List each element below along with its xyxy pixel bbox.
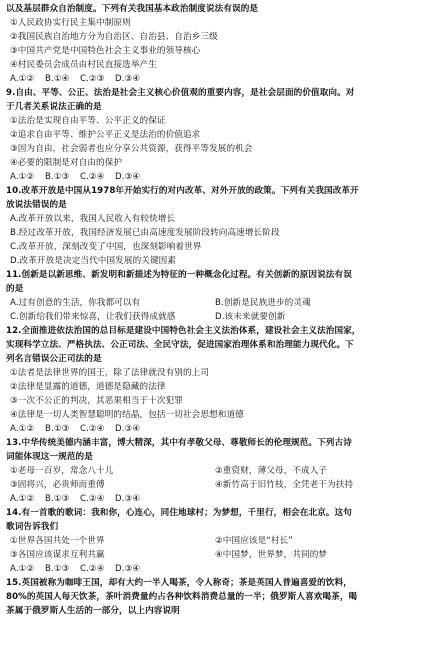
question-text-line: 9.自由、平等、公正、法治是社会主义核心价值观的重要内容，是社会层面的价值取向。对 [6, 88, 355, 98]
choice-cell: ④新竹高于旧竹枝，全凭老干为扶持 [215, 480, 354, 490]
option-line: ①法治是实现自由平等、公平正义的保证 [10, 116, 166, 126]
option-pair-row [6, 478, 420, 492]
answer-choices-row [6, 170, 420, 184]
question-text-line: 13.中华传统美德内涵丰富，博大精深，其中有孝敬父母、尊敬师长的伦理规范。下列古诗 [6, 438, 352, 448]
choice-cell: A.过有创意的生活，你我都可以有 [10, 298, 141, 308]
option-pair-row [6, 464, 420, 478]
choice-cell: B.①③ [45, 424, 70, 434]
answer-choices-row [6, 72, 420, 86]
question-text-line: 于几者关系说法正确的是 [6, 102, 102, 112]
option-line: ②我国民族自治地方分为自治区、自治县、自治乡三级 [10, 32, 218, 42]
option-pair-row [6, 534, 420, 548]
option-line: ④村民委员会成员由村民直接选举产生 [10, 60, 157, 70]
answer-choices-row [6, 562, 420, 576]
choice-cell: D.该未来就要创新 [215, 312, 286, 322]
answer-choices-row [6, 492, 420, 506]
question-text-line: 80%的英国人每天饮茶，茶叶消费量约占各种饮料消费总量的一半；俄罗斯人喜欢喝茶，喝 [6, 592, 358, 602]
option-line: ③因为自由，社会弱者也应分享公共资源，获得平等发展的机会 [10, 144, 253, 154]
choice-cell: ③各国应该谋求互利共赢 [10, 550, 105, 560]
choice-cell: A.①② [10, 74, 35, 84]
question-text-line: 茶属于俄罗斯人生活的一部分，以上内容说明 [6, 606, 180, 616]
answer-choices-row [6, 422, 420, 436]
choice-cell: ②中国应该是“村长” [215, 536, 293, 546]
question-text-line: 歌词告诉我们 [6, 522, 59, 532]
option-line: ②追求自由平等、维护公平正义是法治的价值追求 [10, 130, 201, 140]
choice-cell: ②重资财，薄父母，不成人子 [215, 466, 328, 476]
choice-cell: B.①③ [45, 494, 70, 504]
question-text-line: 11.创新是以新思维、新发明和新描述为特征的一种概念化过程。有关创新的原因说法有误 [6, 270, 352, 280]
option-line: ③一次不公正的判决，其恶果相当于十次犯罪 [10, 396, 183, 406]
choice-cell: C.②④ [80, 494, 105, 504]
question-text-line: 放说法错误的是 [6, 200, 67, 210]
option-line: ①人民政协实行民主集中制原则 [10, 18, 131, 28]
question-text-line: 以及基层群众自治制度。下列有关我国基本政治制度说法有误的是 [6, 4, 259, 14]
choice-cell: D.③④ [115, 74, 141, 84]
question-text-line: 14.有一首歌的歌词：我和你，心连心，同住地球村；为梦想，千里行，相会在北京。这句 [6, 508, 352, 518]
option-pair-row [6, 548, 420, 562]
choice-cell: ④中国梦，世界梦，共同的梦 [215, 550, 328, 560]
option-line: ③中国共产党是中国特色社会主义事业的领导核心 [10, 46, 201, 56]
question-text-line: 15.英国被称为咖啡王国，却有大约一半人喝茶，令人称奇；茶是英国人普遍喜爱的饮料， [6, 578, 352, 588]
option-line: ①法者是法律世界的国王，除了法律就没有别的上司 [10, 368, 210, 378]
option-line: A.改革开放以来，我国人民收入有较快增长 [10, 214, 176, 224]
choice-cell: ①老母一百岁，常念八十儿 [10, 466, 114, 476]
option-pair-row [6, 310, 420, 324]
option-line: ②法律是显露的道德，道德是隐藏的法律 [10, 382, 166, 392]
choice-cell: C.②④ [80, 564, 105, 574]
choice-cell: C.②④ [80, 172, 105, 182]
option-line: D.改革开放是决定当代中国发展的关键因素 [10, 256, 177, 266]
question-text-line: 12.全面推进依法治国的总目标是建设中国特色社会主义法治体系，建设社会主义法治国家， [6, 326, 361, 336]
choice-cell: D.③④ [115, 424, 141, 434]
choice-cell: B.①③ [45, 172, 70, 182]
question-text-line: 列名言错误公正司法的是 [6, 354, 102, 364]
choice-cell: D.③④ [115, 494, 141, 504]
choice-cell: B.创新是民族进步的灵魂 [215, 298, 311, 308]
question-text-line: 10.改革开放是中国从1978年开始实行的对内改革、对外开放的政策。下列有关我国改革开 [6, 186, 359, 196]
choice-cell: A.①② [10, 564, 35, 574]
choice-cell: D.③④ [115, 564, 141, 574]
question-text-line: 词能体现这一规范的是 [6, 452, 93, 462]
option-line: B.经过改革开放，我国经济发展已由高速度发展阶段转向高速增长阶段 [10, 228, 280, 238]
choice-cell: ①世界各国共处一个世界 [10, 536, 105, 546]
option-line: ④法律是一切人类智慧聪明的结晶，包括一切社会思想和道德 [10, 410, 244, 420]
choice-cell: C.②④ [80, 424, 105, 434]
choice-cell: ③固将兴，必贵师而重傅 [10, 480, 105, 490]
choice-cell: A.①② [10, 494, 35, 504]
choice-cell: B.①④ [45, 74, 70, 84]
option-pair-row [6, 296, 420, 310]
option-line: ④必要的限制是对自由的保护 [10, 158, 123, 168]
choice-cell: B.①③ [45, 564, 70, 574]
question-text-line: 实现科学立法、严格执法、公正司法、全民守法，促进国家治理体系和治理能力现代化。下 [6, 340, 354, 350]
choice-cell: A.①② [10, 424, 35, 434]
choice-cell: D.③④ [115, 172, 141, 182]
choice-cell: C.创新给我们带来惊喜，让我们获得成就感 [10, 312, 176, 322]
question-text-line: 的是 [6, 284, 24, 294]
choice-cell: C.②③ [80, 74, 105, 84]
option-line: C.改革开放，深刻改变了中国，也深刻影响着世界 [10, 242, 202, 252]
choice-cell: A.①② [10, 172, 35, 182]
